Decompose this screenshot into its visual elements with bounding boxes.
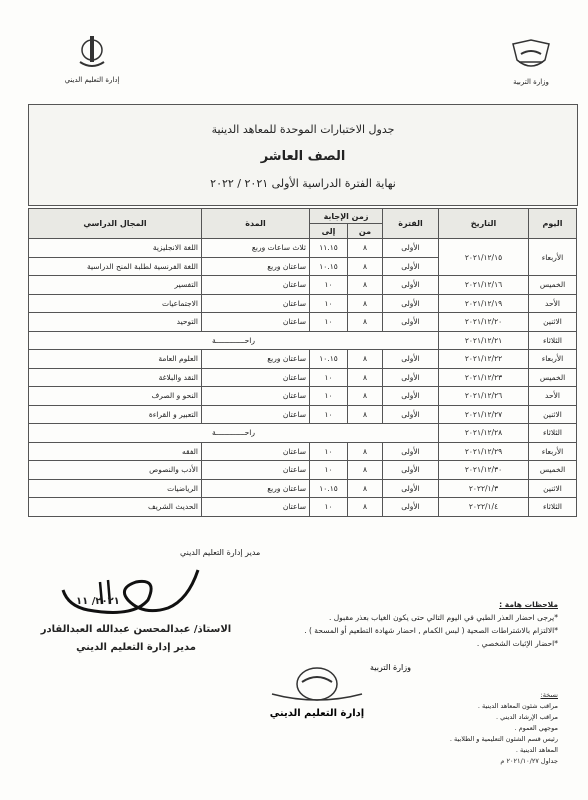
copies-heading: نسخة:: [540, 691, 558, 699]
day-cell: الخميس: [529, 368, 577, 387]
date-cell: ٢٠٢١/١٢/١٩: [439, 294, 529, 313]
copy-item: رئيس قسم الشئون التعليمية و الطلابية .: [449, 735, 558, 743]
subject-cell: اللغة الانجليزية: [29, 239, 202, 258]
duration-cell: ثلاث ساعات وربع: [202, 239, 310, 258]
duration-cell: ساعتان: [202, 461, 310, 480]
date-cell: ٢٠٢١/١٢/١٥: [439, 239, 529, 276]
copy-item: موجهي العموم .: [514, 724, 558, 732]
period-cell: الأولى: [383, 387, 439, 406]
date-cell: ٢٠٢١/١٢/١٦: [439, 276, 529, 295]
subject-cell: النقد والبلاغة: [29, 368, 202, 387]
table-row: [29, 442, 577, 461]
rest-cell: راحـــــــــــــة: [29, 331, 439, 350]
duration-cell: ساعتان وربع: [202, 257, 310, 276]
period-cell: الأولى: [383, 442, 439, 461]
term-subtitle: نهاية الفترة الدراسية الأولى ٢٠٢١ / ٢٠٢٢: [210, 177, 396, 190]
copy-item: جداول ٢٠٢١/١٠/٢٧ م: [500, 757, 558, 765]
subject-cell: التفسير: [29, 276, 202, 295]
date-cell: ٢٠٢١/١٢/٣٠: [439, 461, 529, 480]
day-cell: الثلاثاء: [529, 498, 577, 517]
header-duration: المدة: [202, 209, 310, 239]
note-item: *يرجى احضار العذر الطبي في اليوم التالي حتى يكون الغياب بعذر مقبول .: [328, 613, 558, 622]
signature-date: ٢٠٢١/ ١١: [76, 596, 120, 607]
date-cell: ٢٠٢٢/١/٤: [439, 498, 529, 517]
stamp-bottom-text: إدارة التعليم الديني: [269, 708, 365, 719]
to-cell: ١٠: [310, 461, 348, 480]
header-period: الفترة: [383, 209, 439, 239]
rest-cell: راحـــــــــــــة: [29, 424, 439, 443]
table-row: [29, 368, 577, 387]
period-cell: الأولى: [383, 276, 439, 295]
header-day: اليوم: [529, 209, 577, 239]
header-to: إلى: [310, 224, 348, 239]
table-row: [29, 461, 577, 480]
officer-name: الاستاذ/ عبدالمحسن عبدالله العبدالقادر: [40, 624, 232, 635]
copies-section: [358, 690, 558, 767]
from-cell: ٨: [348, 313, 383, 332]
day-cell: الأحد: [529, 294, 577, 313]
stamp-top-text: وزارة التربية: [370, 663, 411, 672]
to-cell: ١١.١٥: [310, 239, 348, 258]
from-cell: ٨: [348, 276, 383, 295]
rest-row: [29, 424, 577, 443]
period-cell: الأولى: [383, 294, 439, 313]
to-cell: ١٠: [310, 498, 348, 517]
subject-cell: اللغة الفرنسية لطلبة المنح الدراسية: [29, 257, 202, 276]
subject-cell: الأدب والنصوص: [29, 461, 202, 480]
table-row: [29, 294, 577, 313]
table-row: [29, 239, 577, 258]
table-row: [29, 479, 577, 498]
subject-cell: التوحيد: [29, 313, 202, 332]
to-cell: ١٠.١٥: [310, 257, 348, 276]
signature-title: مدير إدارة التعليم الديني: [180, 548, 261, 557]
period-cell: الأولى: [383, 405, 439, 424]
to-cell: ١٠: [310, 294, 348, 313]
table-row: [29, 350, 577, 369]
from-cell: ٨: [348, 405, 383, 424]
duration-cell: ساعتان وربع: [202, 350, 310, 369]
date-cell: ٢٠٢١/١٢/٢٠: [439, 313, 529, 332]
from-cell: ٨: [348, 350, 383, 369]
date-cell: ٢٠٢١/١٢/٢٩: [439, 442, 529, 461]
period-cell: الأولى: [383, 461, 439, 480]
header-row: [29, 209, 577, 224]
note-item: *الالتزام بالاشتراطات الصحية ( لبس الكمام , احضار شهادة التطعيم أو المسحة ) .: [304, 626, 558, 635]
date-cell: ٢٠٢١/١٢/٢٢: [439, 350, 529, 369]
table-row: [29, 276, 577, 295]
from-cell: ٨: [348, 498, 383, 517]
notes-heading: ملاحظات هامة :: [499, 600, 558, 609]
header-subject: المجال الدراسي: [29, 209, 202, 239]
subject-cell: العلوم العامة: [29, 350, 202, 369]
period-cell: الأولى: [383, 239, 439, 258]
day-cell: الخميس: [529, 461, 577, 480]
duration-cell: ساعتان: [202, 498, 310, 517]
rest-row: [29, 331, 577, 350]
table-row: [29, 387, 577, 406]
date-cell: ٢٠٢١/١٢/٢٨: [439, 424, 529, 443]
from-cell: ٨: [348, 368, 383, 387]
duration-cell: ساعتان: [202, 276, 310, 295]
date-cell: ٢٠٢١/١٢/٢٦: [439, 387, 529, 406]
from-cell: ٨: [348, 239, 383, 258]
from-cell: ٨: [348, 442, 383, 461]
to-cell: ١٠: [310, 442, 348, 461]
to-cell: ١٠: [310, 405, 348, 424]
duration-cell: ساعتان: [202, 368, 310, 387]
from-cell: ٨: [348, 479, 383, 498]
note-item: *احضار الإثبات الشخصي .: [476, 639, 558, 648]
subject-cell: الاجتماعيات: [29, 294, 202, 313]
period-cell: الأولى: [383, 479, 439, 498]
ministry-logo: [496, 38, 566, 86]
subject-cell: الحديث الشريف: [29, 498, 202, 517]
day-cell: الثلاثاء: [529, 424, 577, 443]
subject-cell: الرياضيات: [29, 479, 202, 498]
handwritten-signature: [48, 560, 218, 620]
from-cell: ٨: [348, 294, 383, 313]
day-cell: الاثنين: [529, 479, 577, 498]
from-cell: ٨: [348, 461, 383, 480]
to-cell: ١٠: [310, 276, 348, 295]
table-row: [29, 405, 577, 424]
grade-title: الصف العاشر: [260, 149, 346, 164]
date-cell: ٢٠٢١/١٢/٢١: [439, 331, 529, 350]
notes-section: [258, 598, 558, 650]
period-cell: الأولى: [383, 313, 439, 332]
date-cell: ٢٠٢١/١٢/٢٧: [439, 405, 529, 424]
document-title: جدول الاختبارات الموحدة للمعاهد الدينية: [211, 123, 395, 136]
officer-title: مدير إدارة التعليم الديني: [76, 642, 196, 653]
copy-item: المعاهد الدينية .: [515, 746, 558, 754]
header-date: التاريخ: [439, 209, 529, 239]
copy-item: مراقب شئون المعاهد الدينية .: [477, 702, 558, 710]
kuwait-emblem-icon: [509, 38, 553, 74]
period-cell: الأولى: [383, 350, 439, 369]
table-row: [29, 498, 577, 517]
duration-cell: ساعتان: [202, 405, 310, 424]
emblem-icon: [74, 34, 110, 72]
title-box: [28, 104, 578, 206]
religious-education-logo: [62, 34, 122, 84]
date-cell: ٢٠٢١/١٢/٢٣: [439, 368, 529, 387]
day-cell: الأحد: [529, 387, 577, 406]
period-cell: الأولى: [383, 498, 439, 517]
day-cell: الثلاثاء: [529, 331, 577, 350]
to-cell: ١٠.١٥: [310, 350, 348, 369]
day-cell: الخميس: [529, 276, 577, 295]
date-cell: ٢٠٢٢/١/٣: [439, 479, 529, 498]
subject-cell: النحو و الصرف: [29, 387, 202, 406]
day-cell: الاثنين: [529, 405, 577, 424]
to-cell: ١٠: [310, 313, 348, 332]
from-cell: ٨: [348, 257, 383, 276]
day-cell: الأربعاء: [529, 442, 577, 461]
period-cell: الأولى: [383, 257, 439, 276]
day-cell: الاثنين: [529, 313, 577, 332]
to-cell: ١٠: [310, 368, 348, 387]
duration-cell: ساعتان: [202, 387, 310, 406]
duration-cell: ساعتان: [202, 313, 310, 332]
subject-cell: الفقه: [29, 442, 202, 461]
from-cell: ٨: [348, 387, 383, 406]
duration-cell: ساعتان: [202, 442, 310, 461]
header-from: من: [348, 224, 383, 239]
day-cell: الأربعاء: [529, 239, 577, 276]
to-cell: ١٠: [310, 387, 348, 406]
to-cell: ١٠.١٥: [310, 479, 348, 498]
day-cell: الأربعاء: [529, 350, 577, 369]
table-row: [29, 313, 577, 332]
copy-item: مراقب الإرشاد الديني .: [496, 713, 558, 721]
subject-cell: التعبير و القراءة: [29, 405, 202, 424]
left-logo-caption: إدارة التعليم الديني: [64, 76, 120, 84]
duration-cell: ساعتان: [202, 294, 310, 313]
period-cell: الأولى: [383, 368, 439, 387]
exam-schedule-table: [28, 208, 577, 517]
right-logo-caption: وزارة التربية: [513, 78, 549, 86]
duration-cell: ساعتان وربع: [202, 479, 310, 498]
header-answer-time: زمن الإجابة: [310, 209, 383, 224]
